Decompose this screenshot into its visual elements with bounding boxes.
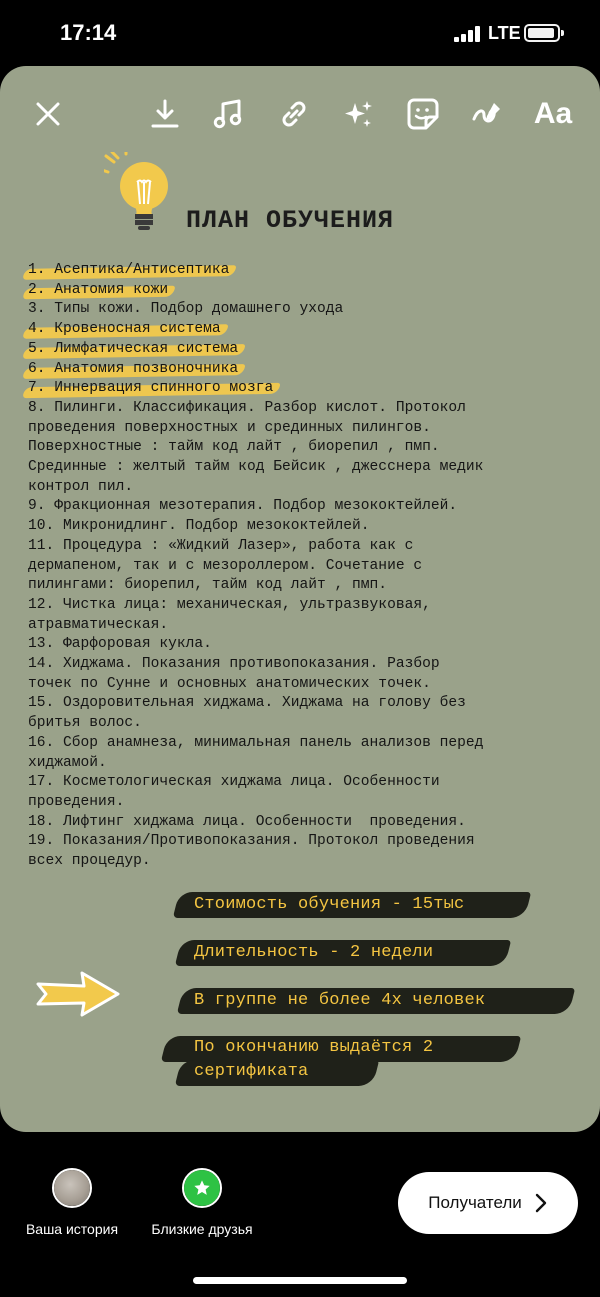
plan-line: точек по Сунне и основных анатомических точек. bbox=[28, 675, 431, 692]
lightbulb-icon bbox=[104, 152, 176, 242]
plan-line: 6. Анатомия позвоночника bbox=[28, 360, 239, 377]
network-label: LTE bbox=[488, 23, 521, 43]
close-friends-icon bbox=[182, 1168, 222, 1208]
plan-line: пилингами: биорепил, тайм код лайт , пмп. bbox=[28, 577, 388, 594]
plan-line: 18. Лифтинг хиджама лица. Особенности проведения. bbox=[28, 813, 466, 830]
plan-line: 15. Оздоровительная хиджама. Хиджама на голову без bbox=[28, 695, 466, 712]
plan-line: 2. Анатомия кожи bbox=[28, 281, 169, 298]
story-toolbar bbox=[0, 92, 600, 136]
plan-line: 3. Типы кожи. Подбор домашнего ухода bbox=[28, 301, 344, 318]
plan-line: контрол пил. bbox=[28, 478, 134, 495]
story-canvas bbox=[0, 66, 600, 1132]
plan-line: 8. Пилинги. Классификация. Разбор кислот. Протокол bbox=[28, 399, 466, 416]
sparkles-icon[interactable] bbox=[338, 92, 378, 136]
music-icon[interactable] bbox=[208, 92, 248, 136]
duration-pill: Длительность - 2 недели bbox=[194, 943, 434, 962]
plan-line: проведения. bbox=[28, 793, 125, 810]
plan-line: всех процедур. bbox=[28, 853, 151, 870]
signal-icon bbox=[454, 26, 484, 42]
your-story-label: Ваша история bbox=[25, 1221, 119, 1237]
close-friends-button[interactable] bbox=[140, 1168, 264, 1237]
plan-line: 16. Сбор анамнеза, минимальная панель анализов перед bbox=[28, 734, 484, 751]
plan-line: бритья волос. bbox=[28, 715, 142, 732]
plan-line: 12. Чистка лица: механическая, ультразвуковая, bbox=[28, 596, 431, 613]
share-bar bbox=[0, 1132, 600, 1297]
your-story-button[interactable] bbox=[20, 1168, 124, 1237]
plan-line: Поверхностные : тайм код лайт , биорепил , пмп. bbox=[28, 439, 440, 456]
chevron-right-icon bbox=[534, 1192, 548, 1214]
plan-line: 11. Процедура : «Жидкий Лазер», работа как с bbox=[28, 537, 414, 554]
avatar bbox=[52, 1168, 92, 1208]
plan-line: 9. Фракционная мезотерапия. Подбор мезококтейлей. bbox=[28, 498, 458, 515]
plan-line: 14. Хиджама. Показания противопоказания. Разбор bbox=[28, 656, 440, 673]
status-bar bbox=[0, 0, 600, 66]
close-friends-label: Близкие друзья bbox=[151, 1221, 253, 1237]
status-time: 17:14 bbox=[60, 20, 117, 45]
plan-line: проведения поверхностных и срединных пилингов. bbox=[28, 419, 431, 436]
group-size-pill: В группе не более 4х человек bbox=[194, 991, 486, 1010]
price-pill: Стоимость обучения - 15тыс bbox=[194, 895, 465, 914]
plan-line: Срединные : желтый тайм код Бейсик , джесснера медик bbox=[28, 459, 484, 476]
plan-list bbox=[28, 261, 588, 872]
link-icon[interactable] bbox=[274, 92, 314, 136]
plan-line: 1. Асептика/Антисептика bbox=[28, 262, 230, 278]
plan-line: атравматическая. bbox=[28, 616, 169, 633]
plan-line: 4. Кровеносная система bbox=[28, 321, 221, 338]
certificate-pill-line2: сертификата bbox=[194, 1062, 309, 1081]
plan-line: 19. Показания/Противопоказания. Протокол проведения bbox=[28, 833, 475, 850]
plan-line: 10. Микронидлинг. Подбор мезококтейлей. bbox=[28, 518, 370, 535]
download-icon[interactable] bbox=[145, 92, 185, 136]
certificate-pill: По окончанию выдаётся 2 bbox=[194, 1038, 434, 1057]
close-icon[interactable] bbox=[28, 92, 68, 136]
sticker-icon[interactable] bbox=[403, 92, 443, 136]
plan-line: 7. Иннервация спинного мозга bbox=[28, 380, 274, 397]
home-indicator bbox=[193, 1277, 407, 1284]
arrow-right-icon bbox=[34, 970, 122, 1018]
battery-icon bbox=[524, 24, 560, 42]
text-tool-button[interactable] bbox=[530, 92, 576, 136]
plan-title: ПЛАН ОБУЧЕНИЯ bbox=[186, 206, 395, 235]
text-tool-label: Aa bbox=[533, 97, 573, 130]
plan-line: хиджамой. bbox=[28, 754, 107, 771]
recipients-label: Получатели bbox=[428, 1193, 522, 1212]
plan-line: 5. Лимфатическая система bbox=[28, 340, 239, 357]
plan-line: 13. Фарфоровая кукла. bbox=[28, 636, 212, 653]
plan-line: дермапеном, так и с мезороллером. Сочетание с bbox=[28, 557, 423, 574]
plan-line: 17. Косметологическая хиджама лица. Особенности bbox=[28, 774, 440, 791]
recipients-button[interactable] bbox=[398, 1172, 578, 1234]
draw-icon[interactable] bbox=[467, 92, 507, 136]
